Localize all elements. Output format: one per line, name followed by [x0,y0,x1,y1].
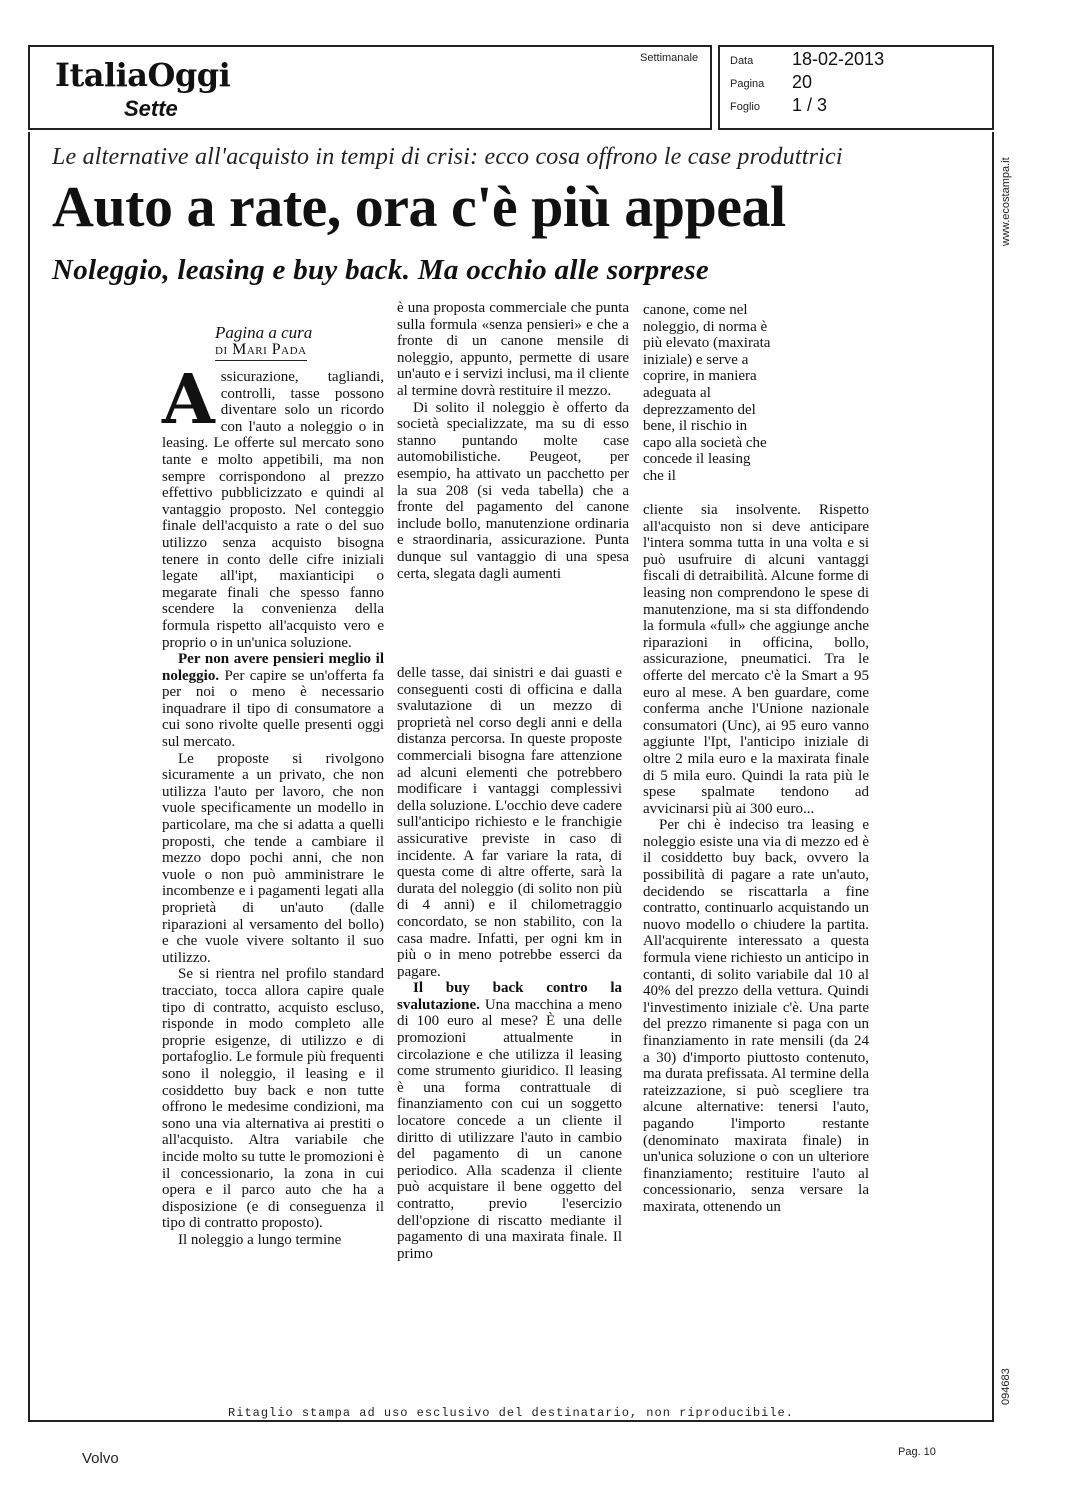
paragraph [162,651,384,751]
page-number: Pag. 10 [898,1446,936,1458]
article-kicker: Le alternative all'acquisto in tempi di crisi: ecco cosa offrono le case produttrici [52,144,843,170]
paragraph: è una proposta commerciale che punta sulla formula «senza pensieri» e che a fronte di un canone mensile di noleggio, appunto, permette di usare un'auto e i servizi inclusi, ma il cliente al termine dovrà restituire il mezzo. [397,300,629,399]
copyright-notice: Ritaglio stampa ad uso esclusivo del destinatario, non riproducibile. [228,1406,794,1420]
section-subtitle: Il buy back contro la svalutazione. [397,980,622,1013]
paragraph: Le proposte si rivolgono sicuramente a un privato, che non utilizza l'auto per lavoro, che non vuole specificamente un modello in particolare, ma che si adatta a quelli proposti, che tende a cambiare il mezzo dopo pochi anni, che non vuole o non può amministrare le incombenze e i pagamenti legati alla proprietà di un'auto (dalle riparazioni al versamento del bollo) e che vuole vivere soltanto il suo utilizzo. [162,750,384,966]
byline-author: di Mari Pada [215,341,307,361]
paragraph [397,980,622,1262]
publication-supplement: Sette [124,96,178,121]
article-column-2-bottom [397,665,622,1262]
publication-logo: ItaliaOggi [55,56,231,94]
publication-frequency: Settimanale [640,52,699,64]
paragraph-text: ssicurazione, tagliandi, controlli, tasse possono diventare solo un ricordo con l'auto a noleggio o in leasing. Le offerte sul mercato sono tante e molto appetibili, ma non sempre corrispondono al prezzo effettivo pubblicizzato e quindi al vantaggio proposto. Nel conteggio finale dell'acquisto a rate o del suo utilizzo senza acquisto bisogna tenere in conto delle cifre iniziali legate all'ipt, maxianticipi o megarate finali che spesso fanno scendere la convenienza della formula rispetto all'acquisto vero e proprio o in un'unica soluzione. [162,369,384,651]
date-label: Data [730,55,754,67]
paragraph: Se si rientra nel profilo standard tracciato, tocca allora capire quale tipo di contratto, acquisto escluso, risponde in modo completo alle proprie esigenze, di utilizzo e di portafoglio. Le formule più frequenti sono il noleggio, il leasing e il cosiddetto buy back e non tutte offrono le medesime condizioni, ma sono una via alternativa ai prestiti o all'acquisto. Altra variabile che incide molto su tutte le promozioni è il concessionario, la zona in cui opera e il parco auto che ha a disposizione (e di conseguenza il tipo di contratto proposto). [162,966,385,1232]
paragraph-text: Una macchina a meno di 100 euro al mese? È una delle promozioni attualmente in circolazione e che utilizza il leasing come strumento giuridico. Il leasing è una forma contrattuale di finanziamento con cui un soggetto locatore concede a un cliente il diritto di utilizzare l'auto in cambio del pagamento di un canone periodico. Alla scadenza il cliente può acquistare il bene oggetto del contratto, previo l'esercizio dell'opzione di riscatto mediante il pagamento di una maxirata finale. Il primo [397,996,622,1262]
website-side-label: www.ecostampa.it [1000,157,1012,246]
paragraph: Il noleggio a lungo termine [178,1231,342,1248]
section-subtitle: Per non avere pensieri meglio il noleggio. [162,651,384,684]
sheet-label: Foglio [730,101,760,113]
article-column-3-bottom [643,502,869,1216]
drop-cap: A [162,360,215,440]
sheet-value: 1 / 3 [792,95,828,115]
article-column-2-top [397,300,629,582]
article-subheadline: Noleggio, leasing e buy back. Ma occhio alle sorprese [52,254,710,286]
page-label: Pagina [730,78,765,90]
paragraph: delle tasse, dai sinistri e dai guasti e conseguenti costi di officina e dalla svalutazione di un mezzo di proprietà nel corso degli anni e della distanza percorsa. In queste proposte commerciali bisogna fare attenzione ad alcuni elementi che potrebbero modificare i vantaggi complessivi della soluzione. L'occhio deve cadere sull'anticipo richiesto e le franchigie assicurative previste in caso di incidente. A far variare la rata, di questa come di altre offerte, sarà la durata del noleggio (di solito non più di 4 anni) e il chilometraggio concordato, se non stabilito, con la casa madre. Infatti, per ogni km in più o in meno potrebbe esserci da pagare. [397,665,622,980]
byline-intro: Pagina a cura [215,323,313,342]
paragraph: canone, come nel noleggio, di norma è più elevato (maxirata iniziale) e serve a coprire, in maniera adeguata al deprezzamento del bene, il rischio in capo alla società che concede il leasing che il [643,302,771,484]
paragraph: Di solito il noleggio è offerto da società specializzate, ma su di esso stanno puntando molte case automobilistiche. Peugeot, per esempio, ha attivato un pacchetto per la sua 208 (si veda tabella) che a fronte del pagamento del canone include bollo, manutenzione ordinaria e straordinaria, assicurazione. Punta dunque sul vantaggio di una spesa certa, slegata dagli aumenti [397,399,629,582]
paragraph: cliente sia insolvente. Rispetto all'acquisto non si deve anticipare l'intera somma tutta in una volta e si può usufruire di alcuni vantaggi fiscali di detraibilità. Alcune forme di leasing non comprendono le spese di manutenzione, ma si sta diffondendo la formula «full» che aggiunge anche riparazioni in officina, bollo, assicurazione, pneumatici. Tra le offerte del mercato c'è la Smart a 95 euro al mese. A ben guardare, come conferma anche l'Unione nazionale consumatori (Unc), ai 95 euro vanno aggiunte l'Ipt, l'anticipo iniziale di oltre 2 mila euro e la maxirata finale di 5 mila euro. Quindi la rata più le spese spalmate tendono ad avvicinarsi più ai 300 euro... [643,502,869,817]
article-headline: Auto a rate, ora c'è più appeal [52,174,786,239]
client-name: Volvo [82,1450,119,1467]
article-column-3-top [643,302,771,485]
paragraph [162,360,384,651]
paragraph-text: Per capire se un'offerta fa per noi o meno è necessario inquadrare il tipo di consumatore a cui sono rivolte quelle presenti oggi sul mercato. [162,667,384,751]
clipping-code: 094683 [1000,1368,1012,1405]
page-value: 20 [792,72,813,92]
article-column-1 [162,360,385,1248]
date-value: 18-02-2013 [792,49,885,69]
paragraph: Per chi è indeciso tra leasing e noleggio esiste una via di mezzo ed è il cosiddetto buy back, ovvero la possibilità di pagare a rate un'auto, decidendo se riscattarla a fine contratto, continuarlo acquistando un nuovo modello o chiudere la partita. All'acquirente interessato a questa formula viene richiesto un anticipo in contanti, di solito variabile dal 10 al 40% del prezzo della vettura. Quindi l'investimento iniziale c'è. Una parte del prezzo rimanente si paga con un finanziamento in rate mensili (da 24 a 30) d'importo piuttosto contenuto, ma durata prefissata. Al termine della rateizzazione, si può scegliere tra alcune alternative: tenersi l'auto, pagando l'importo restante (denominato maxirata finale) in un'unica soluzione o con un ulteriore finanziamento; restituire l'auto al concessionario, senza versare la maxirata, ottenendo un [643,817,869,1215]
